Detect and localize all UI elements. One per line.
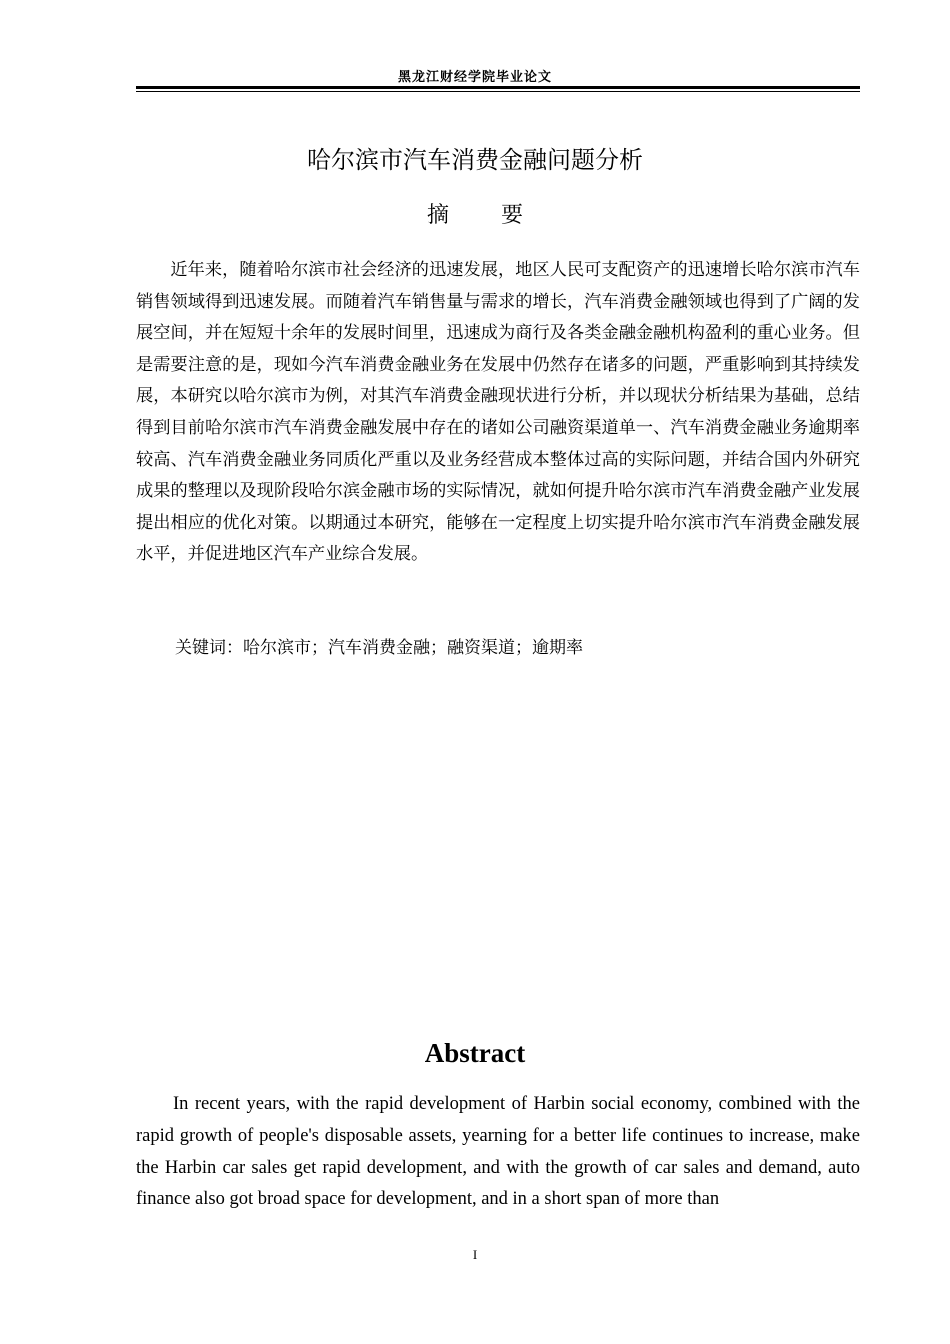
keywords-label: 关键词： — [175, 638, 243, 658]
keywords-line — [175, 633, 860, 658]
abstract-body-cn: 近年来，随着哈尔滨市社会经济的迅速发展，地区人民可支配资产的迅速增长哈尔滨市汽车销售领域得到迅速发展。而随着汽车销售量与需求的增长，汽车消费金融领域也得到了广阔的发展空间，并在短短十余年的发展时间里，迅速成为商行及各类金融金融机构盈利的重心业务。但是需要注意的是，现如今汽车消费金融业务在发展中仍然存在诸多的问题，严重影响到其持续发展，本研究以哈尔滨市为例，对其汽车消费金融现状进行分析，并以现状分析结果为基础，总结得到目前哈尔滨市汽车消费金融发展中存在的诸如公司融资渠道单一、汽车消费金融业务逾期率较高、汽车消费金融业务同质化严重以及业务经营成本整体过高的实际问题，并结合国内外研究成果的整理以及现阶段哈尔滨金融市场的实际情况，就如何提升哈尔滨市汽车消费金融产业发展提出相应的优化对策。以期通过本研究，能够在一定程度上切实提升哈尔滨市汽车消费金融发展水平，并促进地区汽车产业综合发展。 — [136, 260, 860, 565]
page-number: I — [472, 1247, 478, 1262]
thesis-title: 哈尔滨市汽车消费金融问题分析 — [307, 146, 643, 174]
abstract-heading-cn — [0, 198, 950, 229]
header-rule-thin — [136, 91, 860, 92]
abstract-body-en: In recent years, with the rapid development of Harbin social economy, combined with the rapid growth of people's disposable assets, yearning for a better life continues to increase, make the Harbin car sales get rapid development, and with the growth of car sales and demand, auto finance also got broad space for development, and in a short span of more than — [136, 1094, 860, 1210]
abstract-heading-char-2: 要 — [501, 203, 524, 228]
abstract-heading-en: Abstract — [424, 1038, 526, 1068]
abstract-heading-char-1: 摘 — [426, 203, 449, 228]
running-header: 黑龙江财经学院毕业论文 — [397, 70, 552, 85]
header-rule-thick — [136, 86, 860, 89]
keywords-value: 哈尔滨市；汽车消费金融；融资渠道；逾期率 — [243, 638, 583, 658]
